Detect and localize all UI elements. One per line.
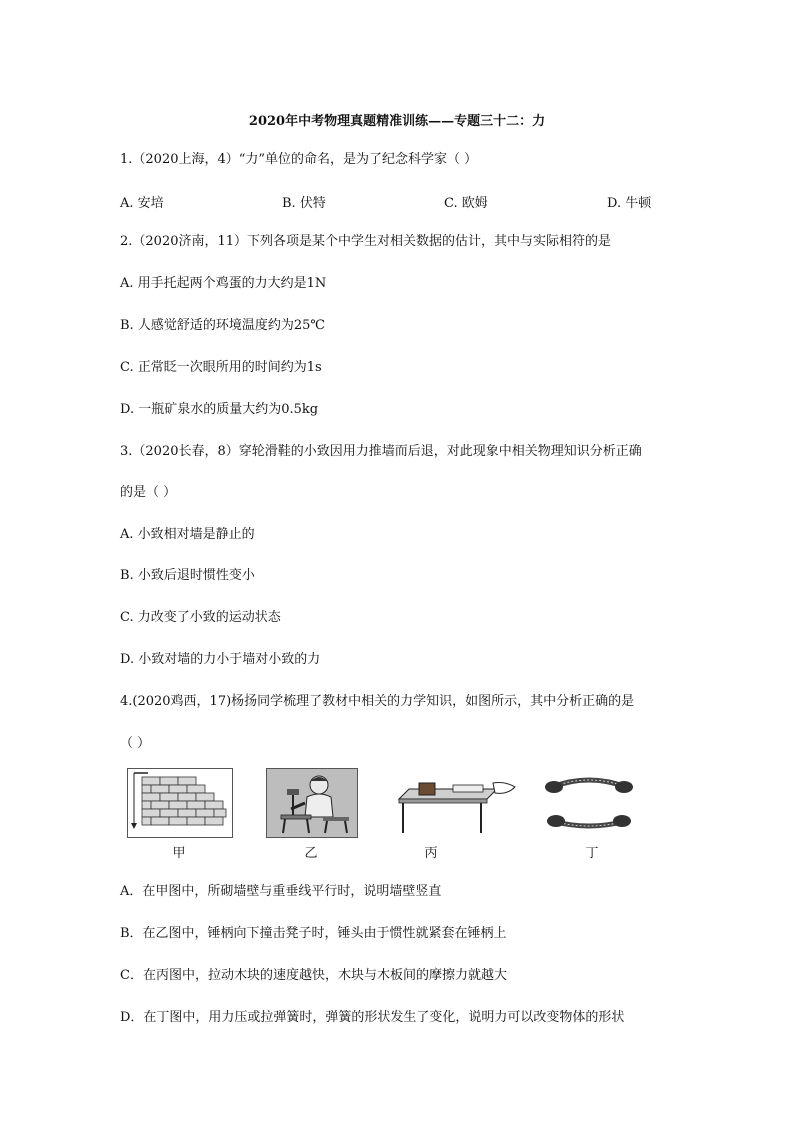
q3-option-a: A. 小致相对墙是静止的 <box>120 527 255 542</box>
q2-option-b: B. 人感觉舒适的环境温度约为25℃ <box>120 318 325 333</box>
figure-caption-bing: 丙 <box>424 846 438 861</box>
figure-bing-block-friction <box>392 768 522 838</box>
q1-option-d: D. 牛顿 <box>607 196 652 211</box>
q2-option-c: C. 正常眨一次眼所用的时间约为1s <box>120 360 322 375</box>
figure-yi-hammer-stool <box>266 768 358 838</box>
q3-stem-line1: 3.（2020长春，8）穿轮滑鞋的小致因用力推墙而后退，对此现象中相关物理知识分析正确 <box>120 444 642 459</box>
q4-option-a: A．在甲图中，所砌墙壁与重垂线平行时，说明墙壁竖直 <box>120 884 442 899</box>
q4-option-d: D．在丁图中，用力压或拉弹簧时，弹簧的形状发生了变化，说明力可以改变物体的形状 <box>120 1010 625 1025</box>
figure-ding-spring-hands <box>543 768 635 838</box>
q3-option-c: C. 力改变了小致的运动状态 <box>120 610 281 625</box>
figure-caption-yi: 乙 <box>304 846 318 861</box>
q3-option-d: D. 小致对墙的力小于墙对小致的力 <box>120 652 321 667</box>
q3-stem-line2: 的是（ ） <box>120 485 177 500</box>
q2-option-d: D. 一瓶矿泉水的质量大约为0.5kg <box>120 402 319 417</box>
q4-stem-line1: 4.(2020鸡西，17)杨扬同学梳理了教材中相关的力学知识，如图所示，其中分析正确的是 <box>120 694 635 709</box>
page-title: 2020年中考物理真题精准训练——专题三十二：力 <box>248 114 546 129</box>
q2-stem: 2.（2020济南，11）下列各项是某个中学生对相关数据的估计，其中与实际相符的是 <box>120 234 612 249</box>
q3-option-b: B. 小致后退时惯性变小 <box>120 568 255 583</box>
q4-stem-line2: （ ） <box>120 736 151 751</box>
q1-option-c: C. 欧姆 <box>444 196 488 211</box>
q1-option-b: B. 伏特 <box>282 196 326 211</box>
q4-option-c: C．在丙图中，拉动木块的速度越快，木块与木板间的摩擦力就越大 <box>120 968 507 983</box>
q1-stem: 1.（2020上海，4）“力”单位的命名，是为了纪念科学家（ ） <box>120 152 478 167</box>
q4-option-b: B．在乙图中，锤柄向下撞击凳子时，锤头由于惯性就紧套在锤柄上 <box>120 926 507 941</box>
figure-caption-jia: 甲 <box>172 846 186 861</box>
figure-jia-brick-wall <box>127 768 233 838</box>
q2-option-a: A. 用手托起两个鸡蛋的力大约是1N <box>120 276 327 291</box>
figure-caption-ding: 丁 <box>585 846 599 861</box>
q1-option-a: A. 安培 <box>120 196 164 211</box>
